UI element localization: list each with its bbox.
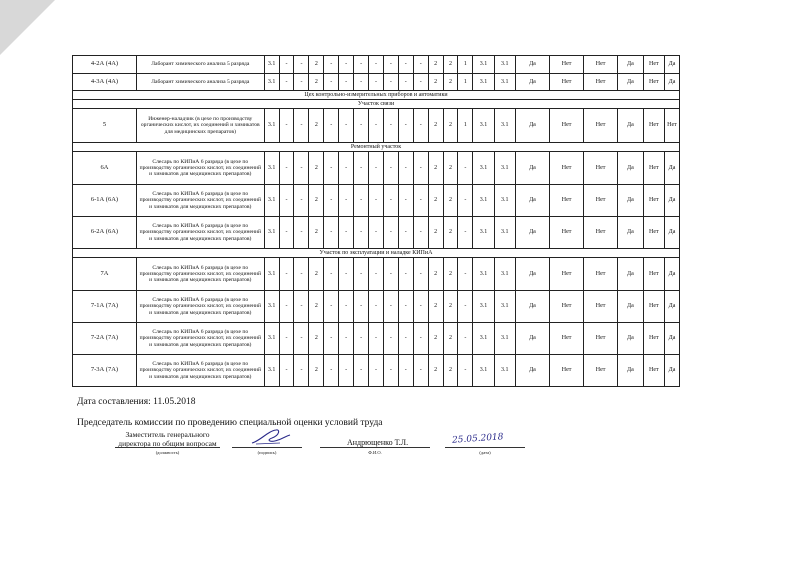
job-title: Слесарь по КИПиА 6 разряда (в цехе по производству органических кислот, их соединений и химикатов для медицинских препаратов) — [136, 217, 264, 249]
job-title: Слесарь по КИПиА 6 разряда (в цехе по производству органических кислот, их соединений и химикатов для медицинских препаратов) — [136, 323, 264, 355]
table-cell: - — [324, 74, 339, 91]
table-cell: - — [279, 185, 294, 217]
table-cell: - — [354, 355, 369, 387]
workplace-number: 7-2А (7А) — [73, 323, 137, 355]
table-cell: Нет — [550, 355, 584, 387]
table-cell: - — [383, 74, 398, 91]
table-cell: Нет — [643, 323, 664, 355]
table-cell: Нет — [550, 217, 584, 249]
table-cell: 2 — [428, 56, 443, 74]
table-cell: - — [369, 185, 384, 217]
table-cell: - — [294, 152, 309, 185]
table-cell: - — [383, 291, 398, 323]
table-cell: - — [398, 258, 413, 291]
table-cell: Да — [515, 217, 549, 249]
table-cell: - — [279, 217, 294, 249]
table-cell: - — [413, 291, 428, 323]
workplace-number: 6А — [73, 152, 137, 185]
table-cell: Нет — [643, 152, 664, 185]
table-cell: Нет — [664, 109, 679, 143]
table-cell: Да — [515, 56, 549, 74]
table-cell: 3.1 — [264, 56, 279, 74]
table-cell: - — [294, 217, 309, 249]
caption-signature: (подпись) — [257, 450, 277, 455]
table-cell: Да — [664, 185, 679, 217]
table-cell: - — [369, 74, 384, 91]
table-cell: Нет — [584, 258, 618, 291]
caption-date: (дата) — [479, 450, 491, 455]
workplace-number: 4-3А (4А) — [73, 74, 137, 91]
table-cell: - — [383, 258, 398, 291]
table-cell: 3.1 — [264, 152, 279, 185]
table-cell: - — [324, 152, 339, 185]
table-cell: 2 — [443, 74, 458, 91]
table-cell: - — [369, 258, 384, 291]
table-cell: - — [458, 291, 473, 323]
table-cell: - — [369, 323, 384, 355]
table-cell: 2 — [443, 185, 458, 217]
table-cell: Да — [618, 152, 644, 185]
table-cell: - — [324, 217, 339, 249]
table-cell: 2 — [309, 152, 324, 185]
table-cell: Нет — [550, 109, 584, 143]
table-cell: 2 — [309, 355, 324, 387]
compilation-date: Дата составления: 11.05.2018 — [77, 397, 196, 407]
table-cell: Да — [618, 258, 644, 291]
table-cell: - — [279, 323, 294, 355]
table-cell: Нет — [584, 323, 618, 355]
table-cell: Да — [618, 291, 644, 323]
table-cell: 2 — [428, 185, 443, 217]
table-cell: - — [324, 291, 339, 323]
table-cell: 3.1 — [494, 185, 515, 217]
table-cell: Да — [664, 217, 679, 249]
table-cell: - — [369, 152, 384, 185]
table-cell: 2 — [443, 56, 458, 74]
table-cell: - — [413, 74, 428, 91]
handwritten-signature — [250, 427, 292, 447]
workplace-number: 5 — [73, 109, 137, 143]
table-row — [73, 258, 680, 291]
table-cell: 3.1 — [264, 258, 279, 291]
table-cell: - — [413, 56, 428, 74]
table-cell: Да — [618, 323, 644, 355]
table-cell: - — [383, 185, 398, 217]
table-cell: - — [339, 74, 354, 91]
table-cell: - — [354, 109, 369, 143]
table-row — [73, 355, 680, 387]
section-row — [73, 91, 680, 100]
table-cell: 2 — [428, 152, 443, 185]
table-cell: Нет — [643, 291, 664, 323]
table-cell: - — [324, 323, 339, 355]
table-cell: - — [354, 291, 369, 323]
table-cell: 2 — [428, 323, 443, 355]
table-cell: - — [324, 185, 339, 217]
table-cell: Нет — [584, 291, 618, 323]
table-cell: - — [398, 217, 413, 249]
table-cell: 3.1 — [494, 109, 515, 143]
table-cell: - — [383, 323, 398, 355]
table-cell: Да — [664, 56, 679, 74]
table-cell: Да — [618, 109, 644, 143]
table-cell: - — [458, 152, 473, 185]
table-cell: Да — [618, 355, 644, 387]
table-cell: Нет — [643, 109, 664, 143]
table-cell: - — [398, 355, 413, 387]
job-title: Инженер-наладчик (в цехе по производству органических кислот, их соединений и химикатов для медицинских препаратов) — [136, 109, 264, 143]
table-cell: 2 — [443, 217, 458, 249]
job-title: Слесарь по КИПиА 6 разряда (в цехе по производству органических кислот, их соединений и химикатов для медицинских препаратов) — [136, 258, 264, 291]
job-title: Лаборант химического анализа 5 разряда — [136, 74, 264, 91]
table-cell: 3.1 — [473, 109, 494, 143]
table-cell: 2 — [443, 291, 458, 323]
table-cell: - — [413, 258, 428, 291]
table-cell: - — [383, 56, 398, 74]
position-line — [115, 447, 220, 448]
name-line — [320, 447, 430, 448]
table-cell: 3.1 — [473, 217, 494, 249]
table-cell: - — [354, 74, 369, 91]
table-cell: - — [339, 152, 354, 185]
table-cell: Да — [515, 74, 549, 91]
table-cell: Нет — [584, 152, 618, 185]
caption-name: Ф.И.О. — [368, 450, 382, 455]
table-cell: 2 — [309, 109, 324, 143]
table-cell: 1 — [458, 56, 473, 74]
table-cell: - — [294, 56, 309, 74]
table-cell: Да — [664, 355, 679, 387]
table-cell: - — [398, 291, 413, 323]
section-row — [73, 143, 680, 152]
table-cell: - — [354, 323, 369, 355]
table-cell: 2 — [443, 355, 458, 387]
table-cell: - — [294, 74, 309, 91]
table-cell: Да — [515, 258, 549, 291]
table-cell: Да — [664, 152, 679, 185]
table-cell: - — [458, 355, 473, 387]
table-cell: Нет — [643, 74, 664, 91]
table-cell: Нет — [584, 56, 618, 74]
table-cell: Да — [664, 323, 679, 355]
table-cell: Да — [618, 185, 644, 217]
table-cell: - — [398, 74, 413, 91]
table-cell: - — [294, 258, 309, 291]
signature-line — [232, 447, 302, 448]
job-title: Слесарь по КИПиА 6 разряда (в цехе по производству органических кислот, их соединений и химикатов для медицинских препаратов) — [136, 355, 264, 387]
table-cell: Нет — [550, 258, 584, 291]
workplace-number: 4-2А (4А) — [73, 56, 137, 74]
table-cell: - — [279, 109, 294, 143]
table-cell: 3.1 — [473, 291, 494, 323]
table-cell: 3.1 — [473, 185, 494, 217]
table-cell: - — [354, 217, 369, 249]
table-cell: Нет — [584, 185, 618, 217]
table-cell: - — [398, 109, 413, 143]
table-cell: - — [458, 185, 473, 217]
workplace-number: 7-3А (7А) — [73, 355, 137, 387]
table-cell: - — [383, 355, 398, 387]
table-cell: - — [279, 74, 294, 91]
section-title: Цех контрольно-измерительных приборов и автоматики — [73, 91, 680, 100]
table-cell: - — [279, 152, 294, 185]
section-row — [73, 249, 680, 258]
table-cell: Да — [515, 109, 549, 143]
table-cell: Да — [618, 74, 644, 91]
table-cell: - — [413, 109, 428, 143]
table-cell: 3.1 — [264, 291, 279, 323]
table-cell: Нет — [550, 323, 584, 355]
table-cell: 3.1 — [264, 109, 279, 143]
caption-position: (должность) — [155, 450, 180, 455]
table-cell: Нет — [643, 185, 664, 217]
table-cell: - — [413, 152, 428, 185]
table-cell: Нет — [550, 56, 584, 74]
table-cell: - — [398, 152, 413, 185]
table-cell: 2 — [428, 291, 443, 323]
table-cell: - — [339, 258, 354, 291]
table-cell: - — [279, 258, 294, 291]
table-cell: Нет — [584, 109, 618, 143]
table-cell: - — [398, 185, 413, 217]
commission-chair-title: Председатель комиссии по проведению специальной оценки условий труда — [77, 418, 383, 428]
table-cell: 3.1 — [473, 258, 494, 291]
scan-corner-shadow — [0, 0, 55, 55]
table-cell: 2 — [428, 217, 443, 249]
table-cell: 3.1 — [494, 152, 515, 185]
table-cell: Нет — [550, 185, 584, 217]
table-cell: - — [458, 323, 473, 355]
table-cell: 3.1 — [494, 56, 515, 74]
section-title: Участок связи — [73, 100, 680, 109]
table-cell: - — [413, 355, 428, 387]
table-cell: 2 — [428, 258, 443, 291]
table-cell: 2 — [443, 258, 458, 291]
table-cell: 3.1 — [473, 355, 494, 387]
table-cell: 3.1 — [264, 217, 279, 249]
table-cell: - — [383, 152, 398, 185]
table-cell: Да — [664, 291, 679, 323]
table-cell: - — [383, 217, 398, 249]
table-cell: 3.1 — [264, 74, 279, 91]
table-row — [73, 152, 680, 185]
table-cell: Да — [515, 323, 549, 355]
chair-name: Андрющенко Т.Л. — [347, 438, 409, 447]
table-cell: 2 — [443, 152, 458, 185]
table-row — [73, 323, 680, 355]
table-cell: - — [354, 258, 369, 291]
job-title: Лаборант химического анализа 5 разряда — [136, 56, 264, 74]
table-cell: - — [324, 258, 339, 291]
table-cell: - — [369, 109, 384, 143]
table-row — [73, 217, 680, 249]
table-cell: - — [339, 185, 354, 217]
table-cell: 3.1 — [494, 258, 515, 291]
table-cell: - — [294, 185, 309, 217]
table-cell: Нет — [643, 258, 664, 291]
table-cell: 2 — [428, 74, 443, 91]
table-cell: - — [369, 291, 384, 323]
table-cell: 3.1 — [473, 323, 494, 355]
table-row — [73, 185, 680, 217]
table-cell: 3.1 — [473, 152, 494, 185]
section-title: Ремонтный участок — [73, 143, 680, 152]
table-cell: Нет — [550, 152, 584, 185]
table-cell: 1 — [458, 74, 473, 91]
table-cell: - — [294, 291, 309, 323]
table-cell: - — [398, 56, 413, 74]
table-cell: Да — [515, 185, 549, 217]
table-cell: - — [324, 56, 339, 74]
working-conditions-table — [72, 55, 680, 387]
table-cell: 2 — [309, 185, 324, 217]
table-cell: 3.1 — [494, 74, 515, 91]
table-cell: 3.1 — [494, 217, 515, 249]
table-row — [73, 291, 680, 323]
table-cell: - — [294, 355, 309, 387]
table-cell: Нет — [584, 217, 618, 249]
table-cell: - — [339, 109, 354, 143]
table-cell: 2 — [443, 323, 458, 355]
table-cell: Нет — [584, 355, 618, 387]
table-cell: 2 — [309, 56, 324, 74]
table-cell: - — [413, 323, 428, 355]
date-line — [445, 447, 525, 448]
table-cell: Нет — [584, 74, 618, 91]
table-cell: 2 — [309, 323, 324, 355]
table-cell: Нет — [550, 291, 584, 323]
table-cell: - — [413, 217, 428, 249]
table-cell: 1 — [458, 109, 473, 143]
table-cell: 2 — [309, 258, 324, 291]
table-cell: - — [354, 56, 369, 74]
table-cell: Нет — [550, 74, 584, 91]
table-cell: 3.1 — [473, 56, 494, 74]
table-cell: 3.1 — [473, 74, 494, 91]
job-title: Слесарь по КИПиА 6 разряда (в цехе по производству органических кислот, их соединений и химикатов для медицинских препаратов) — [136, 185, 264, 217]
table-cell: Нет — [643, 56, 664, 74]
table-row — [73, 56, 680, 74]
table-cell: - — [354, 152, 369, 185]
table-cell: - — [279, 56, 294, 74]
table-row — [73, 109, 680, 143]
table-cell: 3.1 — [494, 291, 515, 323]
table-cell: Да — [618, 217, 644, 249]
handwritten-date: 25.05.2018 — [451, 432, 504, 446]
table-cell: Да — [664, 258, 679, 291]
table-cell: Нет — [643, 355, 664, 387]
table-cell: Да — [664, 74, 679, 91]
workplace-number: 7А — [73, 258, 137, 291]
table-cell: - — [294, 109, 309, 143]
table-cell: - — [339, 355, 354, 387]
workplace-number: 6-2А (6А) — [73, 217, 137, 249]
table-cell: 2 — [309, 291, 324, 323]
table-cell: - — [339, 291, 354, 323]
table-cell: - — [413, 185, 428, 217]
table-cell: - — [324, 109, 339, 143]
table-cell: - — [458, 258, 473, 291]
table-cell: - — [458, 217, 473, 249]
table-cell: - — [324, 355, 339, 387]
job-title: Слесарь по КИПиА 6 разряда (в цехе по производству органических кислот, их соединений и химикатов для медицинских препаратов) — [136, 291, 264, 323]
job-title: Слесарь по КИПиА 6 разряда (в цехе по производству органических кислот, их соединений и химикатов для медицинских препаратов) — [136, 152, 264, 185]
table-cell: 3.1 — [264, 323, 279, 355]
table-cell: Да — [515, 291, 549, 323]
table-cell: 2 — [443, 109, 458, 143]
table-cell: - — [339, 323, 354, 355]
workplace-number: 6-1А (6А) — [73, 185, 137, 217]
table-cell: - — [339, 217, 354, 249]
section-row — [73, 100, 680, 109]
table-cell: - — [398, 323, 413, 355]
table-cell: - — [369, 355, 384, 387]
workplace-number: 7-1А (7А) — [73, 291, 137, 323]
table-cell: 3.1 — [264, 185, 279, 217]
table-cell: - — [369, 56, 384, 74]
table-row — [73, 74, 680, 91]
section-title: Участок по эксплуатации и наладке КИПиА — [73, 249, 680, 258]
table-cell: 2 — [428, 355, 443, 387]
table-cell: 3.1 — [494, 355, 515, 387]
table-cell: - — [339, 56, 354, 74]
table-cell: Нет — [643, 217, 664, 249]
table-cell: 2 — [428, 109, 443, 143]
table-cell: Да — [618, 56, 644, 74]
table-cell: - — [354, 185, 369, 217]
table-cell: 2 — [309, 74, 324, 91]
table-cell: - — [383, 109, 398, 143]
table-cell: - — [369, 217, 384, 249]
chair-position: Заместитель генерального директора по общим вопросам — [118, 430, 217, 448]
table-cell: Да — [515, 355, 549, 387]
table-cell: 2 — [309, 217, 324, 249]
table-cell: 3.1 — [494, 323, 515, 355]
table-cell: - — [279, 355, 294, 387]
table-cell: Да — [515, 152, 549, 185]
table-cell: - — [294, 323, 309, 355]
table-cell: - — [279, 291, 294, 323]
table-cell: 3.1 — [264, 355, 279, 387]
